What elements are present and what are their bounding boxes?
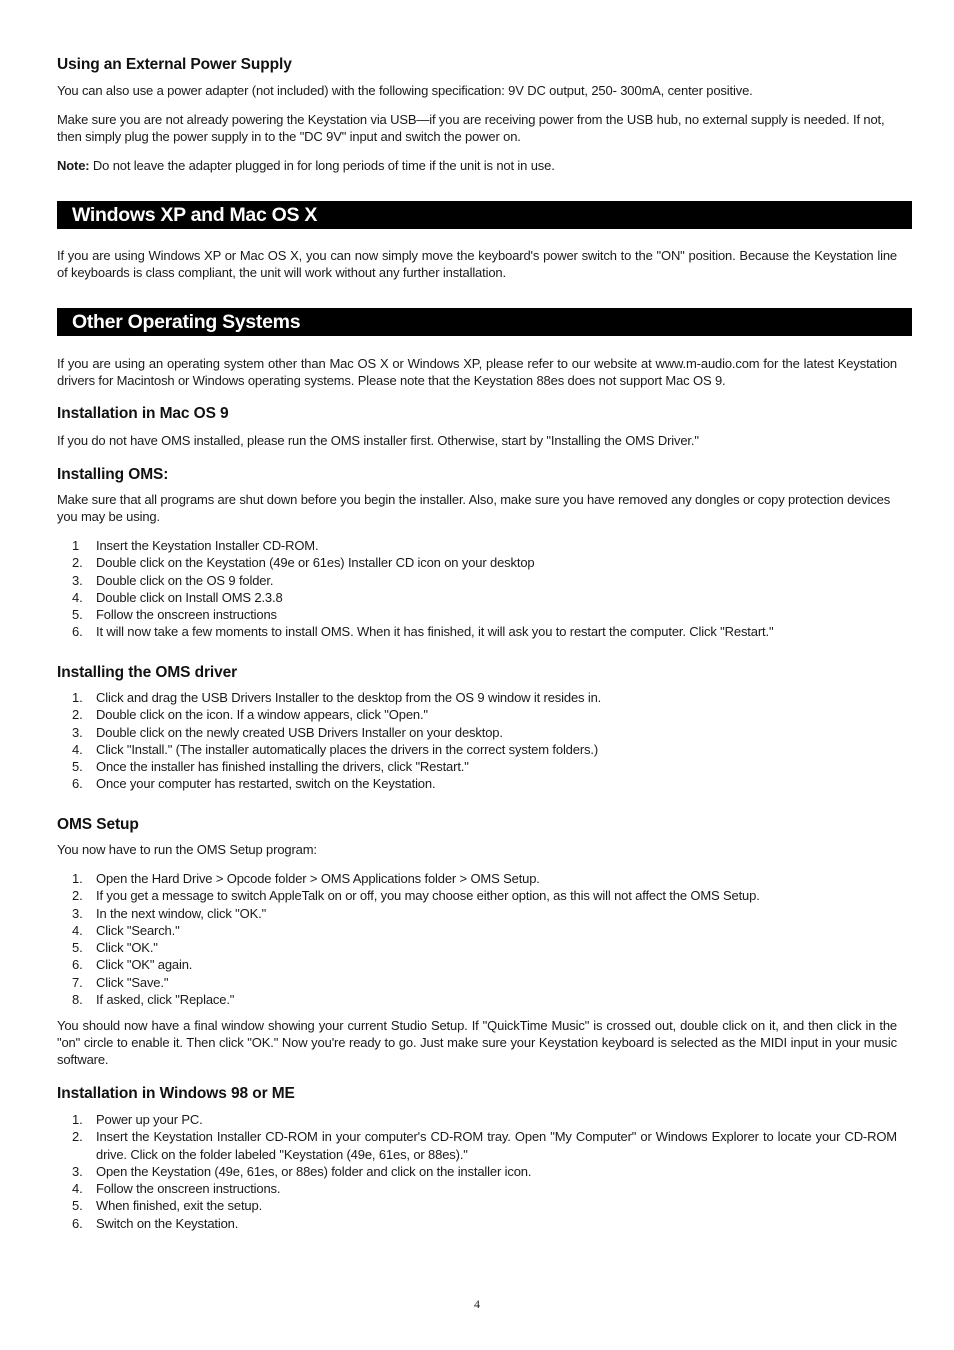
- list-item-text: Click "OK" again.: [96, 957, 193, 973]
- oms-driver-list-wrap: [57, 689, 897, 793]
- list-item-text: Open the Keystation (49e, 61es, or 88es) folder and click on the installer icon.: [96, 1163, 532, 1179]
- section-bar-windows-xp: Windows XP and Mac OS X: [57, 201, 912, 229]
- list-item-text: Click "Install." (The installer automatically places the drivers in the correct system folders.): [96, 741, 599, 757]
- section-bar-other-os: Other Operating Systems: [57, 308, 912, 336]
- list-item-number: 1.: [72, 690, 83, 705]
- list-item-number: 3.: [72, 1163, 83, 1179]
- list-item-number: 1.: [72, 871, 83, 886]
- list-item-number: 2.: [72, 888, 83, 904]
- oms-driver-heading-wrap: [57, 664, 897, 682]
- installing-oms-paragraph: Make sure that all programs are shut down before you begin the installer. Also, make sure you have removed any dongles or copy protection devices you may be using.: [57, 492, 891, 525]
- list-item-text: If you get a message to switch AppleTalk on or off, you may choose either option, as this will not affect the OMS Setup.: [96, 888, 760, 904]
- list-item-text: Double click on the newly created USB Drivers Installer on your desktop.: [96, 724, 503, 740]
- oms-setup-heading-wrap: [57, 816, 897, 834]
- list-item-number: 7.: [72, 974, 83, 990]
- list-item: [57, 606, 897, 623]
- installing-oms-steps: [57, 537, 897, 641]
- list-item-number: 6.: [72, 1215, 83, 1231]
- note-text: Do not leave the adapter plugged in for long periods of time if the unit is not in use.: [89, 158, 555, 173]
- power-para-2-wrap: [57, 111, 897, 145]
- heading-installing-oms: Installing OMS:: [57, 466, 169, 483]
- oms-setup-list-wrap: [57, 870, 897, 1008]
- list-item-text: Click and drag the USB Drivers Installer to the desktop from the OS 9 window it resides in.: [96, 690, 602, 705]
- list-item-text: Click "Search.": [96, 922, 180, 938]
- section-external-power: [57, 56, 897, 74]
- note-label: Note:: [57, 158, 90, 173]
- list-item-number: 6.: [72, 776, 83, 792]
- list-item: [57, 572, 897, 589]
- list-item-number: 4.: [72, 1181, 83, 1197]
- list-item: [57, 905, 897, 922]
- list-item-number: 1: [72, 538, 80, 553]
- heading-windows-98: Installation in Windows 98 or ME: [57, 1085, 295, 1102]
- win98-heading-wrap: [57, 1085, 897, 1103]
- heading-oms-setup: OMS Setup: [57, 816, 139, 833]
- list-item-number: 1.: [72, 1112, 83, 1127]
- list-item-text: Double click on the icon. If a window appears, click "Open.": [96, 707, 428, 723]
- list-item-number: 3.: [72, 572, 83, 588]
- list-item-number: 6.: [72, 957, 83, 973]
- list-item-text: Power up your PC.: [96, 1112, 203, 1127]
- list-item-number: 2.: [72, 555, 83, 571]
- macos9-heading-wrap: [57, 405, 897, 423]
- list-item: [57, 537, 897, 554]
- list-item-text: Follow the onscreen instructions: [96, 607, 277, 623]
- list-item-number: 3.: [72, 724, 83, 740]
- oms-setup-para2-wrap: [57, 1017, 897, 1069]
- heading-external-power: Using an External Power Supply: [57, 56, 292, 73]
- list-item: [57, 1111, 897, 1128]
- list-item-text: Insert the Keystation Installer CD-ROM in your computer's CD-ROM tray. Open "My Computer" or Windows Explorer to locate your CD-ROM drive. Click on the folder labeled "Keystation (49e, 61es, or 88es).": [96, 1129, 897, 1162]
- list-item: [57, 870, 897, 887]
- list-item-number: 4.: [72, 589, 83, 605]
- power-paragraph-2: Make sure you are not already powering the Keystation via USB—if you are receiving power from the USB hub, no external supply is needed. If not, then simply plug the power supply in to the "DC 9V" input and switch the power on.: [57, 112, 885, 145]
- list-item: [57, 1180, 897, 1197]
- heading-mac-os-9: Installation in Mac OS 9: [57, 405, 229, 422]
- windows-98-steps: [57, 1111, 897, 1232]
- list-item-number: 5.: [72, 1198, 83, 1214]
- list-item-text: Double click on Install OMS 2.3.8: [96, 589, 283, 605]
- list-item-text: If asked, click "Replace.": [96, 992, 235, 1008]
- list-item-number: 5.: [72, 940, 83, 956]
- list-item-text: Insert the Keystation Installer CD-ROM.: [96, 538, 319, 553]
- list-item-number: 6.: [72, 624, 83, 640]
- power-note-wrap: [57, 157, 897, 174]
- list-item: [57, 991, 897, 1008]
- list-item: [57, 1128, 897, 1163]
- win98-list-wrap: [57, 1111, 897, 1232]
- installing-oms-list-wrap: [57, 537, 897, 641]
- list-item: [57, 1163, 897, 1180]
- macos9-para-wrap: [57, 432, 897, 449]
- list-item-number: 2.: [72, 1129, 83, 1145]
- list-item-text: Follow the onscreen instructions.: [96, 1181, 281, 1197]
- list-item-number: 5.: [72, 607, 83, 623]
- list-item-text: When finished, exit the setup.: [96, 1198, 263, 1214]
- list-item-number: 3.: [72, 905, 83, 921]
- oms-driver-steps: [57, 689, 897, 793]
- oms-setup-para-wrap: [57, 841, 897, 858]
- list-item: [57, 1197, 897, 1214]
- list-item-number: 5.: [72, 759, 83, 775]
- list-item-text: Open the Hard Drive > Opcode folder > OMS Applications folder > OMS Setup.: [96, 871, 540, 886]
- list-item: [57, 724, 897, 741]
- oms-setup-paragraph-2: You should now have a final window showing your current Studio Setup. If "QuickTime Music" is crossed out, double click on it, and then click in the "on" circle to enable it. Then click "OK." Now you're ready to go. Just make sure your Keystation keyboard is selected as the MIDI input in your music software.: [57, 1018, 897, 1068]
- list-item: [57, 623, 897, 640]
- power-para-1-wrap: [57, 82, 897, 99]
- installing-oms-para-wrap: [57, 491, 897, 525]
- installing-oms-heading-wrap: [57, 466, 897, 484]
- oms-setup-paragraph: You now have to run the OMS Setup program:: [57, 842, 317, 857]
- list-item: [57, 887, 897, 904]
- list-item: [57, 706, 897, 723]
- list-item-text: Once the installer has finished installing the drivers, click "Restart.": [96, 759, 469, 775]
- list-item-text: Double click on the Keystation (49e or 61es) Installer CD icon on your desktop: [96, 555, 535, 571]
- list-item: [57, 589, 897, 606]
- list-item-text: It will now take a few moments to install OMS. When it has finished, it will ask you to restart the computer. Click "Restart.": [96, 624, 774, 640]
- list-item: [57, 974, 897, 991]
- list-item-number: 4.: [72, 922, 83, 938]
- list-item: [57, 689, 897, 706]
- list-item: [57, 741, 897, 758]
- list-item-text: Once your computer has restarted, switch on the Keystation.: [96, 776, 436, 792]
- winxp-para-wrap: [57, 247, 897, 281]
- winxp-paragraph: If you are using Windows XP or Mac OS X, you can now simply move the keyboard's power switch to the "ON" position. Because the Keystation line of keyboards is class compliant, the unit will work without any further installation.: [57, 248, 897, 281]
- list-item-text: In the next window, click "OK.": [96, 905, 267, 921]
- list-item: [57, 775, 897, 792]
- list-item-text: Switch on the Keystation.: [96, 1215, 239, 1231]
- other-os-paragraph: If you are using an operating system other than Mac OS X or Windows XP, please refer to our website at www.m-audio.com for the latest Keystation drivers for Macintosh or Windows operating systems. Please note that the Keystation 88es does not support Mac OS 9.: [57, 356, 897, 389]
- list-item-text: Click "OK.": [96, 940, 158, 956]
- other-para-wrap: [57, 355, 897, 389]
- power-note: [57, 157, 897, 174]
- list-item-text: Click "Save.": [96, 974, 169, 990]
- list-item-number: 8.: [72, 992, 83, 1008]
- list-item: [57, 956, 897, 973]
- list-item: [57, 554, 897, 571]
- list-item: [57, 1215, 897, 1232]
- list-item-number: 2.: [72, 707, 83, 723]
- list-item: [57, 758, 897, 775]
- macos9-paragraph: If you do not have OMS installed, please run the OMS installer first. Otherwise, start by "Installing the OMS Driver.": [57, 433, 699, 448]
- list-item: [57, 939, 897, 956]
- page-number: 4: [474, 1297, 480, 1311]
- power-paragraph-1: You can also use a power adapter (not included) with the following specification: 9V DC output, 250- 300mA, center positive.: [57, 83, 753, 98]
- heading-oms-driver: Installing the OMS driver: [57, 664, 238, 681]
- list-item-text: Double click on the OS 9 folder.: [96, 572, 274, 588]
- oms-setup-steps: [57, 870, 897, 1008]
- list-item-number: 4.: [72, 741, 83, 757]
- list-item: [57, 922, 897, 939]
